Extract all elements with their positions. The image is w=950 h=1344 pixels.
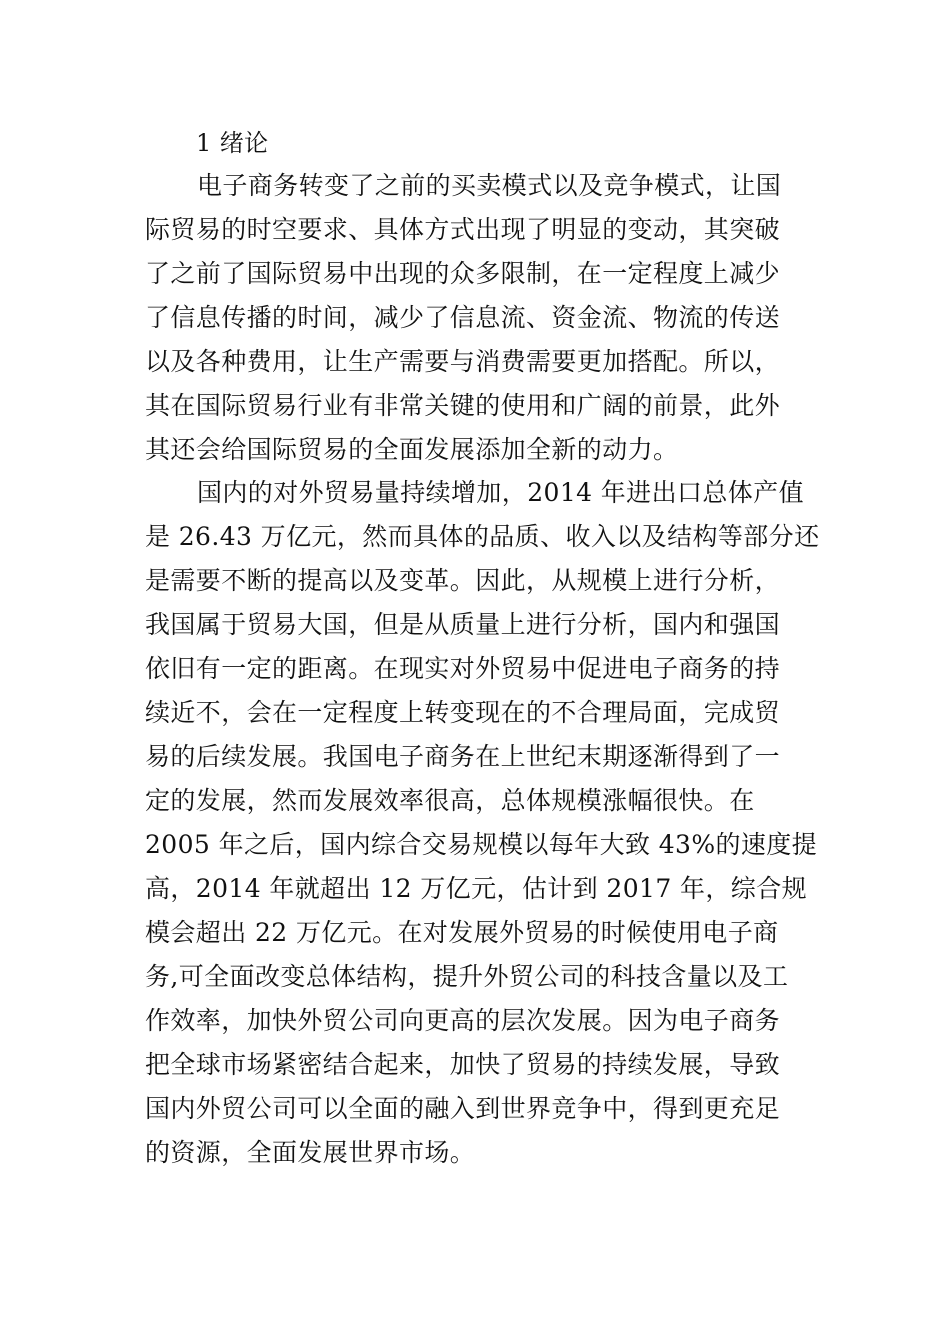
paragraph-line: 了信息传播的时间，减少了信息流、资金流、物流的传送 bbox=[145, 303, 781, 332]
paragraph-line: 易的后续发展。我国电子商务在上世纪末期逐渐得到了一 bbox=[145, 742, 781, 771]
paragraph-line: 际贸易的时空要求、具体方式出现了明显的变动，其突破 bbox=[145, 215, 781, 244]
paragraph-line: 国内的对外贸易量持续增加，2014 年进出口总体产值 bbox=[197, 478, 804, 507]
paragraph-line: 是需要不断的提高以及变革。因此，从规模上进行分析， bbox=[145, 566, 781, 595]
paragraph-line: 以及各种费用，让生产需要与消费需要更加搭配。所以， bbox=[145, 347, 781, 376]
paragraph-line: 是 26.43 万亿元，然而具体的品质、收入以及结构等部分还 bbox=[145, 522, 820, 551]
paragraph-line: 2005 年之后，国内综合交易规模以每年大致 43%的速度提 bbox=[145, 830, 818, 859]
paragraph-line: 务,可全面改变总体结构，提升外贸公司的科技含量以及工 bbox=[145, 962, 789, 991]
paragraph-line: 定的发展，然而发展效率很高，总体规模涨幅很快。在 bbox=[145, 786, 755, 815]
paragraph-line: 依旧有一定的距离。在现实对外贸易中促进电子商务的持 bbox=[145, 654, 781, 683]
paragraph-line: 续近不，会在一定程度上转变现在的不合理局面，完成贸 bbox=[145, 698, 781, 727]
paragraph-line: 其还会给国际贸易的全面发展添加全新的动力。 bbox=[145, 435, 679, 464]
paragraph-line: 了之前了国际贸易中出现的众多限制，在一定程度上减少 bbox=[145, 259, 781, 288]
paragraph-line: 高，2014 年就超出 12 万亿元，估计到 2017 年，综合规 bbox=[145, 874, 807, 903]
paragraph-line: 我国属于贸易大国，但是从质量上进行分析，国内和强国 bbox=[145, 610, 781, 639]
paragraph-line: 作效率，加快外贸公司向更高的层次发展。因为电子商务 bbox=[145, 1006, 781, 1035]
paragraph-line: 其在国际贸易行业有非常关键的使用和广阔的前景，此外 bbox=[145, 391, 781, 420]
paragraph-line: 的资源，全面发展世界市场。 bbox=[145, 1138, 476, 1167]
paragraph-line: 模会超出 22 万亿元。在对发展外贸易的时候使用电子商 bbox=[145, 918, 779, 947]
paragraph-line: 把全球市场紧密结合起来，加快了贸易的持续发展，导致 bbox=[145, 1050, 781, 1079]
section-heading: 1 绪论 bbox=[196, 129, 269, 157]
paragraph-line: 国内外贸公司可以全面的融入到世界竞争中，得到更充足 bbox=[145, 1094, 781, 1123]
paragraph-line: 电子商务转变了之前的买卖模式以及竞争模式，让国 bbox=[197, 171, 782, 200]
